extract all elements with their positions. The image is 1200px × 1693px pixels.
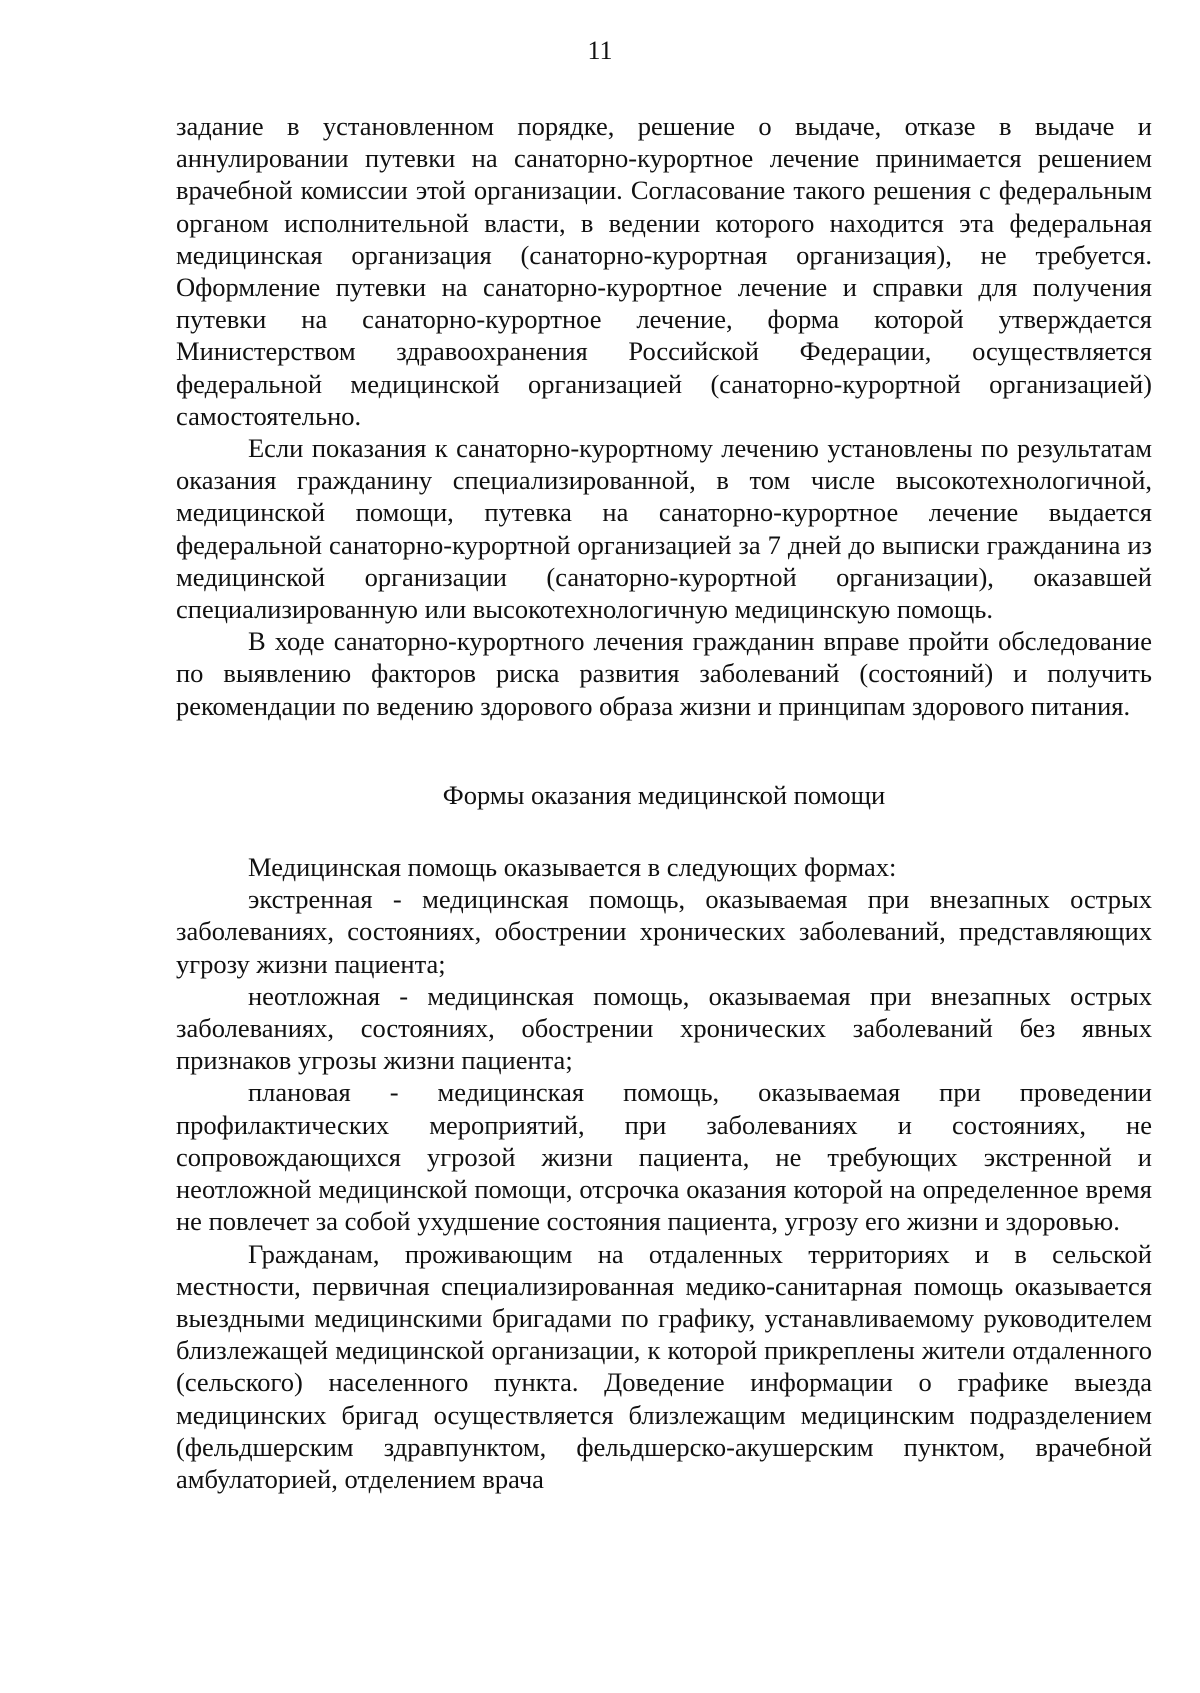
section-heading: Формы оказания медицинской помощи	[442, 779, 886, 810]
page-number: 11	[587, 36, 613, 65]
paragraph-urgent: неотложная - медицинская помощь, оказываемая при внезапных острых заболеваниях, состояниях, обострении хронических заболеваний без явных признаков угрозы жизни пациента;	[176, 980, 1152, 1076]
paragraph-planned: плановая - медицинская помощь, оказываемая при проведении профилактических мероприятий, при заболеваниях и состояниях, не сопровождающихся угрозой жизни пациента, не требующих экстренной и неотложной медицинской помощи, отсрочка оказания которой на определенное время не повлечет за собой ухудшение состояния пациента, угрозу его жизни и здоровью.	[176, 1077, 1152, 1237]
paragraph-emergency: экстренная - медицинская помощь, оказываемая при внезапных острых заболеваниях, состояниях, обострении хронических заболеваний, представляющих угрозу жизни пациента;	[176, 884, 1152, 979]
paragraph-voucher-decision: задание в установленном порядке, решение о выдаче, отказе в выдаче и аннулировании путевки на санаторно-курортное лечение принимается решением врачебной комиссии этой организации. Согласование такого решения с федеральным органом исполнительной власти, в ведении которого находится эта федеральная медицинская организация (санаторно-курортная организация), не требуется. Оформление путевки на санаторно-курортное лечение и справки для получения путевки на санаторно-курортное лечение, форма которой утверждается Министерством здравоохранения Российской Федерации, осуществляется федеральной медицинской организацией (санаторно-курортной организацией) самостоятельно.	[176, 111, 1152, 431]
paragraph-forms-intro: Медицинская помощь оказывается в следующих формах:	[248, 852, 897, 883]
paragraph-examination: В ходе санаторно-курортного лечения гражданин вправе пройти обследование по выявлению факторов риска развития заболеваний (состояний) и получить рекомендации по ведению здорового образа жизни и принципам здорового питания.	[176, 626, 1152, 721]
document-body	[176, 110, 1152, 1495]
paragraph-rural-care: Гражданам, проживающим на отдаленных территориях и в сельской местности, первичная специализированная медико-санитарная помощь оказывается выездными медицинскими бригадами по графику, устанавливаемому руководителем близлежащей медицинской организации, к которой прикреплены жители отдаленного (сельского) населенного пункта. Доведение информации о графике выезда медицинских бригад осуществляется близлежащим медицинским подразделением (фельдшерским здравпунктом, фельдшерско-акушерским пунктом, врачебной амбулаторией, отделением врача	[176, 1238, 1152, 1494]
paragraph-indications: Если показания к санаторно-курортному лечению установлены по результатам оказания гражданину специализированной, в том числе высокотехнологичной, медицинской помощи, путевка на санаторно-курортное лечение выдается федеральной санаторно-курортной организацией за 7 дней до выписки гражданина из медицинской организации (санаторно-курортной организации), оказавшей специализированную или высокотехнологичную медицинскую помощь.	[176, 433, 1152, 625]
